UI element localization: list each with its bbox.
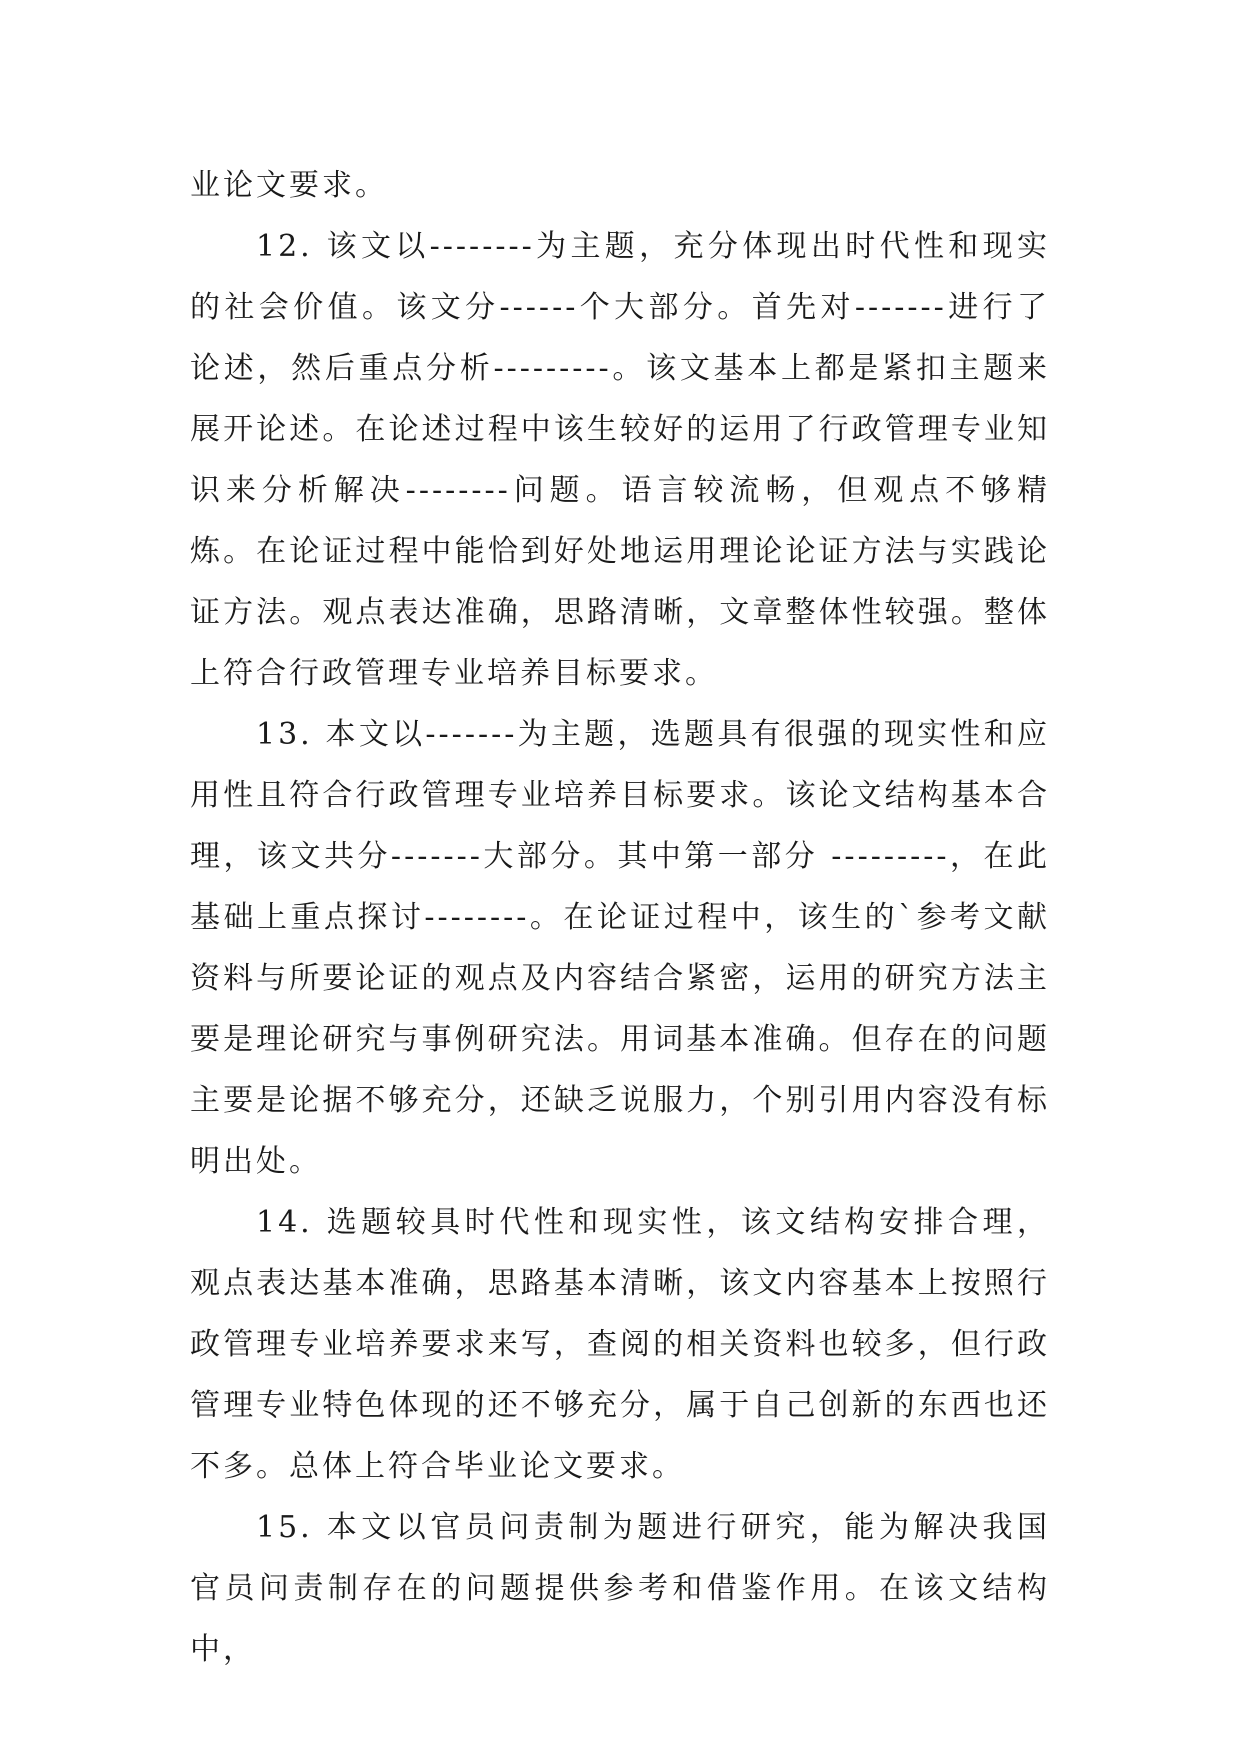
paragraph-item-15: 15. 本文以官员问责制为题进行研究，能为解决我国官员问责制存在的问题提供参考和借鉴作用。在该文结构中， xyxy=(190,1510,1050,1667)
paragraph-item-13: 13. 本文以-------为主题，选题具有很强的现实性和应用性且符合行政管理专业培养目标要求。该论文结构基本合理，该文共分-------大部分。其中第一部分 ---------，在此基础上重点探讨--------。在论证过程中，该生的`参考文献资料与所要论证的观点及内容结合紧密，运用的研究方法主要是理论研究与事例研究法。用词基本准确。但存在的问题主要是论据不够充分，还缺乏说服力，个别引用内容没有标明出处。 xyxy=(190,717,1050,1179)
paragraph-item-14: 14. 选题较具时代性和现实性，该文结构安排合理，观点表达基本准确，思路基本清晰，该文内容基本上按照行政管理专业培养要求来写，查阅的相关资料也较多，但行政管理专业特色体现的还不够充分，属于自己创新的东西也还不多。总体上符合毕业论文要求。 xyxy=(190,1205,1050,1484)
document-body xyxy=(190,155,1050,1680)
paragraph-item-12: 12. 该文以--------为主题，充分体现出时代性和现实的社会价值。该文分------个大部分。首先对-------进行了论述，然后重点分析---------。该文基本上都是紧扣主题来展开论述。在论述过程中该生较好的运用了行政管理专业知识来分析解决--------问题。语言较流畅，但观点不够精炼。在论证过程中能恰到好处地运用理论论证方法与实践论证方法。观点表达准确，思路清晰，文章整体性较强。整体上符合行政管理专业培养目标要求。 xyxy=(190,229,1050,691)
paragraph-continuation: 业论文要求。 xyxy=(190,168,388,203)
